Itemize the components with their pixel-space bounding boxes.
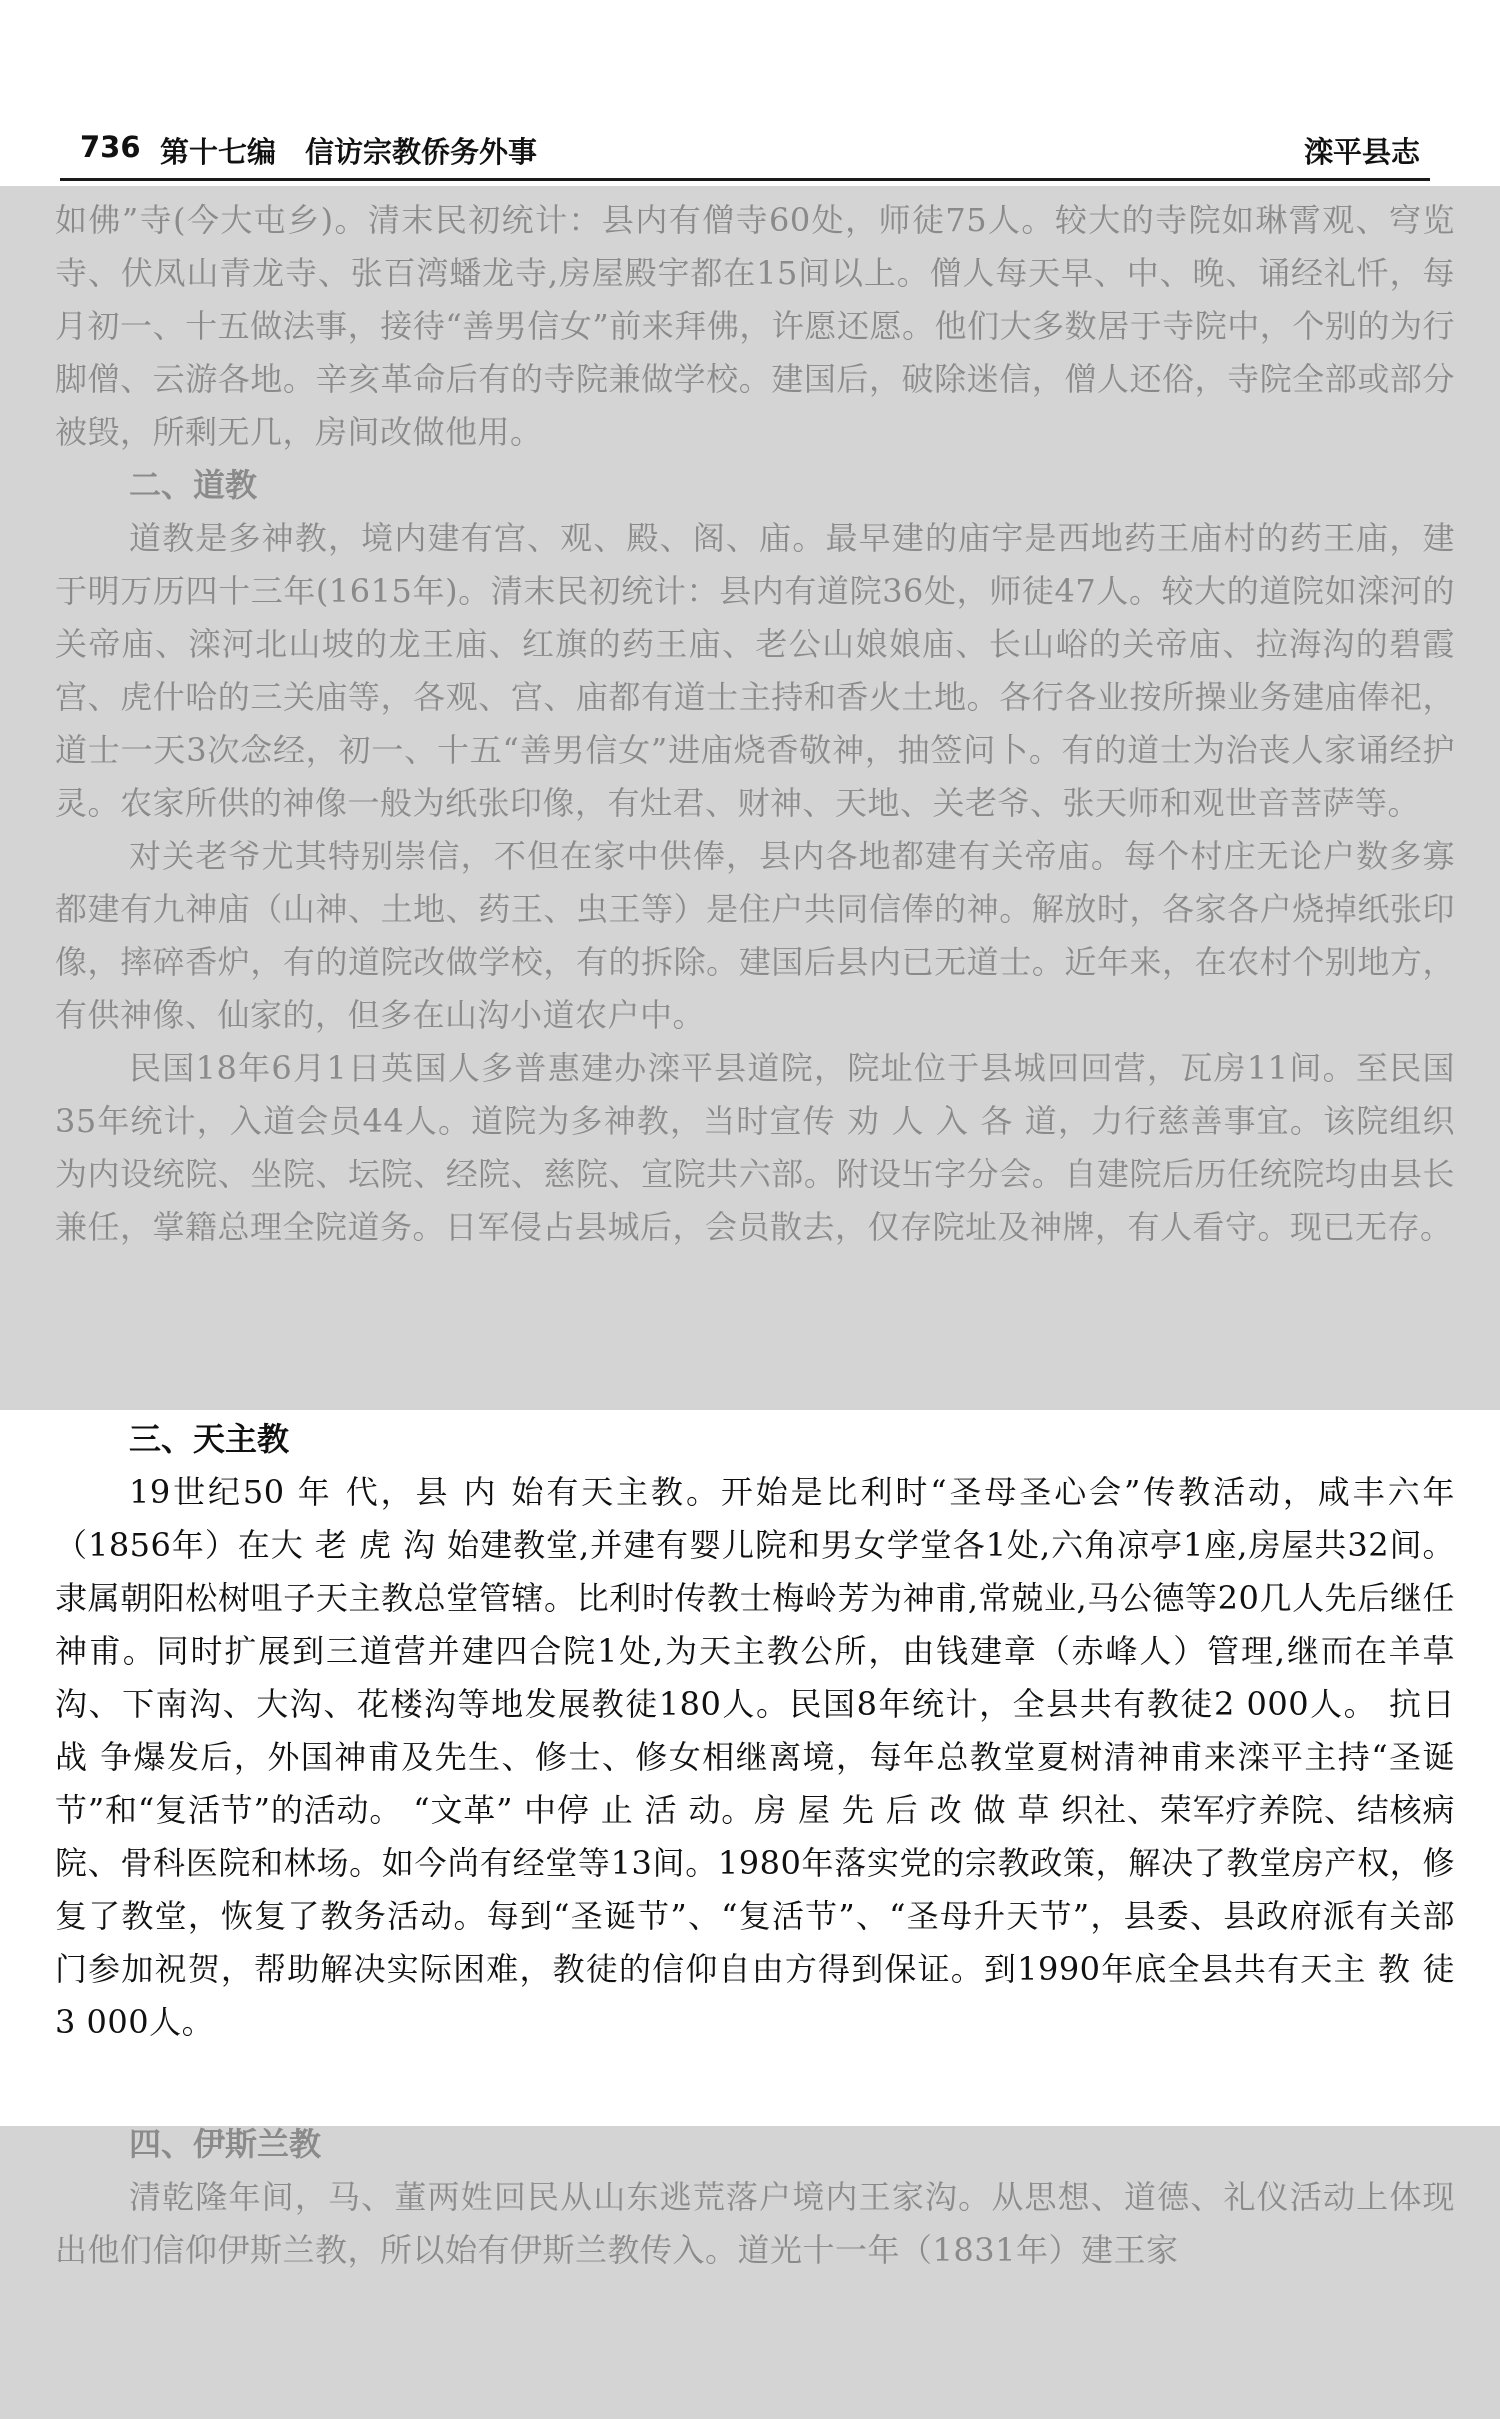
taoism-heading: 二、道教 (129, 466, 258, 504)
page-header (60, 120, 1430, 176)
buddhism-paragraph: 如佛”寺(今大屯乡)。清末民初统计：县内有僧寺60处，师徒75人。较大的寺院如琳霄观、穹览寺、伏凤山青龙寺、张百湾蟠龙寺,房屋殿宇都在15间以上。僧人每天早、中、晚、诵经礼忏，每月初一、十五做法事，接待“善男信女”前来拜佛，许愿还愿。他们大多数居于寺院中，个别的为行脚僧、云游各地。辛亥革命后有的寺院兼做学校。建国后，破除迷信，僧人还俗，寺院全部或部分被毁，所剩无几，房间改做他用。 (55, 201, 1455, 451)
header-rule (60, 178, 1430, 181)
taoism-section (55, 459, 1455, 1254)
taoism-paragraph-1: 道教是多神教，境内建有宫、观、殿、阁、庙。最早建的庙宇是西地药王庙村的药王庙，建于明万历四十三年(1615年)。清末民初统计：县内有道院36处，师徒47人。较大的道院如滦河的关帝庙、滦河北山坡的龙王庙、红旗的药王庙、老公山娘娘庙、长山峪的关帝庙、拉海沟的碧霞宫、虎什哈的三关庙等，各观、宫、庙都有道士主持和香火土地。各行各业按所操业务建庙俸祀，道士一天3次念经，初一、十五“善男信女”进庙烧香敬神，抽签问卜。有的道士为治丧人家诵经护灵。农家所供的神像一般为纸张印像，有灶君、财神、天地、关老爷、张天师和观世音菩萨等。 (55, 519, 1455, 822)
islam-section (55, 2118, 1455, 2277)
chapter-title: 第十七编 信访宗教侨务外事 (160, 135, 538, 169)
book-title: 滦平县志 (1303, 135, 1420, 169)
islam-paragraph: 清乾隆年间，马、董两姓回民从山东逃荒落户境内王家沟。从思想、道德、礼仪活动上体现出他们信仰伊斯兰教，所以始有伊斯兰教传入。道光十一年（1831年）建王家 (55, 2178, 1455, 2269)
taoism-paragraph-3: 民国18年6月1日英国人多普惠建办滦平县道院，院址位于县城回回营，瓦房11间。至民国35年统计，入道会员44人。道院为多神教，当时宣传 劝 人 入 各 道，力行慈善事宜。该院组织为内设统院、坐院、坛院、经院、慈院、宣院共六部。附设卐字分会。自建院后历任统院均由县长兼任，掌籍总理全院道务。日军侵占县城后，会员散去，仅存院址及神牌，有人看守。现已无存。 (55, 1049, 1455, 1246)
catholicism-heading: 三、天主教 (129, 1420, 290, 1458)
buddhism-section-tail (55, 194, 1455, 459)
catholicism-paragraph: 19世纪50 年 代，县 内 始有天主教。开始是比利时“圣母圣心会”传教活动，咸丰六年（1856年）在大 老 虎 沟 始建教堂,并建有婴儿院和男女学堂各1处,六角凉亭1座,房屋共32间。隶属朝阳松树咀子天主教总堂管辖。比利时传教士梅岭芳为神甫,常兢业,马公德等20几人先后继任神甫。同时扩展到三道营并建四合院1处,为天主教公所，由钱建章（赤峰人）管理,继而在羊草沟、下南沟、大沟、花楼沟等地发展教徒180人。民国8年统计，全县共有教徒2 000人。 抗日 战 争爆发后，外国神甫及先生、修士、修女相继离境，每年总教堂夏树清神甫来滦平主持“圣诞节”和“复活节”的活动。 “文革” 中停 止 活 动。房 屋 先 后 改 做 草 织社、荣军疗养院、结核病院、骨科医院和林场。如今尚有经堂等13间。1980年落实党的宗教政策，解决了教堂房产权，修复了教堂，恢复了教务活动。每到“圣诞节”、“复活节”、“圣母升天节”，县委、县政府派有关部门参加祝贺，帮助解决实际困难，教徒的信仰自由方得到保证。到1990年底全县共有天主 教 徒 3 000人。 (55, 1473, 1455, 2041)
page-number: 736 (80, 130, 141, 164)
islam-heading: 四、伊斯兰教 (129, 2125, 322, 2163)
taoism-paragraph-2: 对关老爷尤其特别崇信，不但在家中供俸，县内各地都建有关帝庙。每个村庄无论户数多寡都建有九神庙（山神、土地、药王、虫王等）是住户共同信俸的神。解放时，各家各户烧掉纸张印像，摔碎香炉，有的道院改做学校，有的拆除。建国后县内已无道士。近年来，在农村个别地方，有供神像、仙家的，但多在山沟小道农户中。 (55, 837, 1455, 1034)
catholicism-section (55, 1413, 1455, 2049)
